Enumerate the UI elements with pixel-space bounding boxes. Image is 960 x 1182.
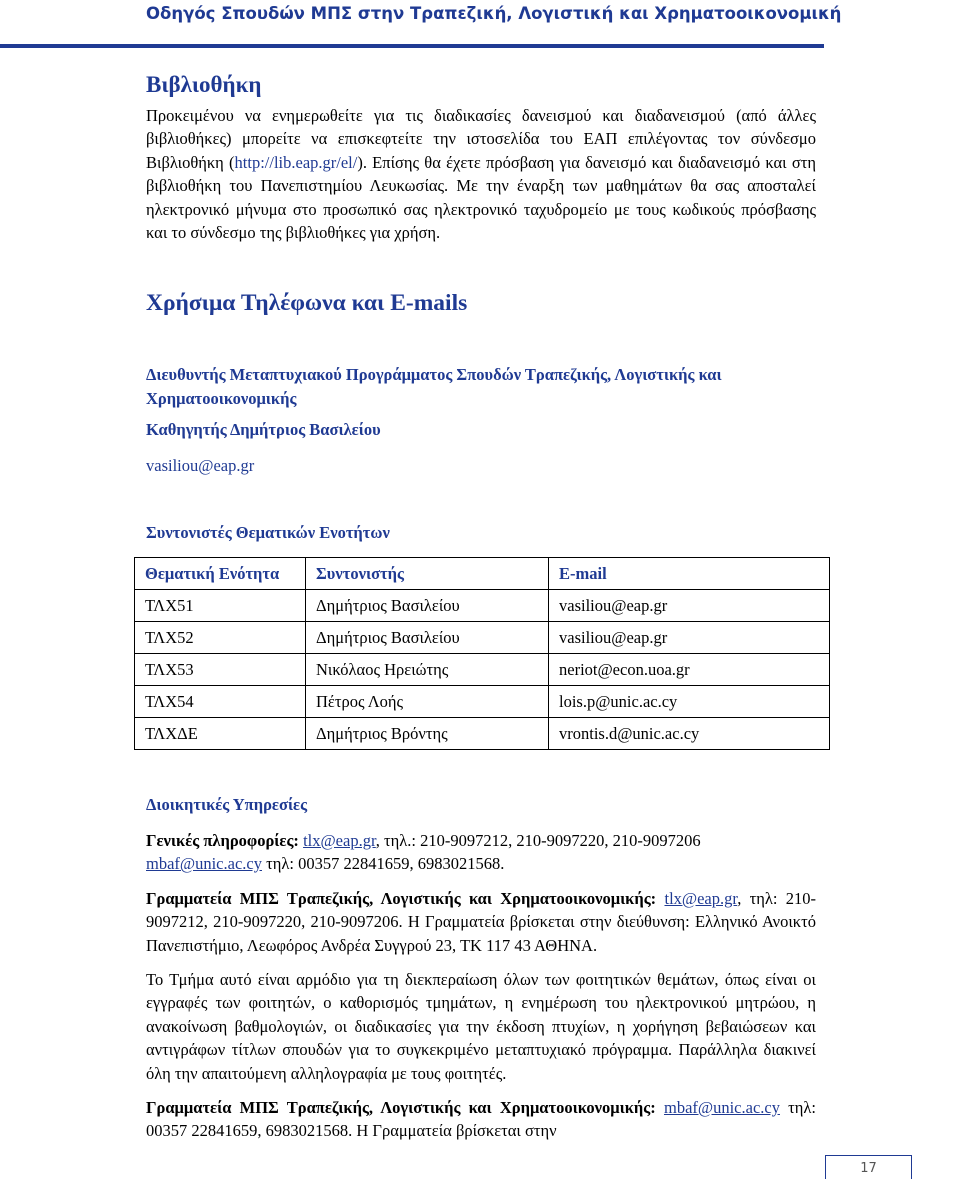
secretariat-email-link[interactable]: tlx@eap.gr: [664, 888, 738, 908]
page-content: [146, 64, 816, 1143]
director-email[interactable]: vasiliou@eap.gr: [146, 455, 255, 475]
secretariat-paragraph: [146, 887, 816, 957]
general-info: [146, 829, 816, 876]
table-cell: Δημήτριος Βασιλείου: [306, 622, 549, 654]
general-phones2: τηλ: 00357 22841659, 6983021568.: [261, 854, 505, 874]
contacts-heading: Χρήσιμα Τηλέφωνα και E-mails: [146, 290, 468, 317]
table-cell: Πέτρος Λοής: [306, 686, 549, 718]
table-cell: vasiliou@eap.gr: [549, 590, 830, 622]
library-link[interactable]: http://lib.eap.gr/el/: [234, 152, 358, 172]
table-cell: neriot@econ.uoa.gr: [549, 654, 830, 686]
library-text-after: ). Επίσης θα έχετε πρόσβαση για δανεισμό και διαδανεισμό και στη βιβλιοθήκη του Πανεπιστημίου Λευκωσίας. Με την έναρξη των μαθημάτων θα σας αποσταλεί ηλεκτρονικό μήνυμα στο προσωπικό σας ηλεκτρονικό ταχυδρομείο με τους κωδικούς πρόσβασης και το σύνδεσμο της βιβλιοθήκες για χρήση.: [146, 152, 816, 243]
general-info-label: Γενικές πληροφορίες:: [146, 830, 299, 850]
coordinators-table: [134, 557, 830, 750]
table-row: [135, 718, 830, 750]
table-row: [135, 590, 830, 622]
table-header-row: [135, 558, 830, 590]
running-header: Οδηγός Σπουδών ΜΠΣ στην Τραπεζική, Λογιστική και Χρηματοοικονομική: [146, 4, 842, 23]
secretariat-text: , τηλ: 210-9097212, 210-9097220, 210-9097206. Η Γραμματεία βρίσκεται στην διεύθυνση: Ελληνικό Ανοικτό Πανεπιστήμιο, Λεωφόρος Ανδρέα Συγγρού 23, ΤΚ 117 43 ΑΘΗΝΑ.: [146, 888, 817, 955]
coordinators-heading: Συντονιστές Θεματικών Ενοτήτων: [146, 523, 390, 543]
table-cell: ΤΛΧ53: [135, 654, 306, 686]
library-text: Προκειμένου να ενημερωθείτε για τις διαδικασίες δανεισμού και διαδανεισμού (από άλλες βιβλιοθήκες) μπορείτε να επισκεφτείτε την ιστοσελίδα του ΕΑΠ επιλέγοντας τον σύνδεσμο Βιβλιοθήκη (: [146, 106, 816, 172]
director-name: Καθηγητής Δημήτριος Βασιλείου: [146, 420, 381, 440]
secretariat2-email-link[interactable]: mbaf@unic.ac.cy: [663, 1097, 780, 1117]
table-row: [135, 686, 830, 718]
table-cell: ΤΛΧ54: [135, 686, 306, 718]
general-email2-link[interactable]: mbaf@unic.ac.cy: [146, 854, 262, 874]
table-cell: Δημήτριος Βασιλείου: [306, 590, 549, 622]
library-paragraph: [146, 104, 816, 244]
column-header: Συντονιστής: [306, 558, 549, 590]
secretariat2-paragraph: [146, 1096, 816, 1143]
table-cell: Δημήτριος Βρόντης: [306, 718, 549, 750]
table-cell: vasiliou@eap.gr: [549, 622, 830, 654]
secretariat-label: Γραμματεία ΜΠΣ Τραπεζικής, Λογιστικής και Χρηματοοικονομικής:: [146, 888, 657, 908]
secretariat2-label: Γραμματεία ΜΠΣ Τραπεζικής, Λογιστικής και Χρηματοοικονομικής:: [146, 1097, 656, 1117]
general-email-link[interactable]: tlx@eap.gr: [303, 830, 376, 850]
secretariat2-text: τηλ: 00357 22841659, 6983021568. Η Γραμματεία βρίσκεται στην: [146, 1097, 817, 1141]
page-number: 17: [825, 1155, 912, 1179]
table-cell: ΤΛΧ51: [135, 590, 306, 622]
general-phones: , τηλ.: 210-9097212, 210-9097220, 210-9097206: [375, 830, 701, 850]
admin-heading: Διοικητικές Υπηρεσίες: [146, 795, 308, 815]
table-cell: vrontis.d@unic.ac.cy: [549, 718, 830, 750]
table-cell: ΤΛΧΔΕ: [135, 718, 306, 750]
header-rule: [0, 44, 824, 48]
director-title: Διευθυντής Μεταπτυχιακού Προγράμματος Σπουδών Τραπεζικής, Λογιστικής και Χρηματοοικονομικής: [146, 365, 722, 408]
table-cell: Νικόλαος Ηρειώτης: [306, 654, 549, 686]
column-header: Θεματική Ενότητα: [135, 558, 306, 590]
table-row: [135, 654, 830, 686]
table-row: [135, 622, 830, 654]
column-header: E-mail: [549, 558, 830, 590]
table-cell: ΤΛΧ52: [135, 622, 306, 654]
library-heading: Βιβλιοθήκη: [146, 72, 262, 97]
department-paragraph: Το Τμήμα αυτό είναι αρμόδιο για τη διεκπεραίωση όλων των φοιτητικών θεμάτων, όπως είναι οι εγγραφές των φοιτητών, ο καθορισμός τμημάτων, η ενημέρωση του ηλεκτρονικού μητρώου, η ανακοίνωση βαθμολογιών, οι διαδικασίες για την έκδοση πτυχίων, η χορήγηση βεβαιώσεων και αντιγράφων τίτλων σπουδών για το συγκεκριμένο μεταπτυχιακό πρόγραμμα. Παράλληλα διακινεί όλη την απαιτούμενη αλληλογραφία με τους φοιτητές.: [146, 969, 816, 1083]
table-cell: lois.p@unic.ac.cy: [549, 686, 830, 718]
